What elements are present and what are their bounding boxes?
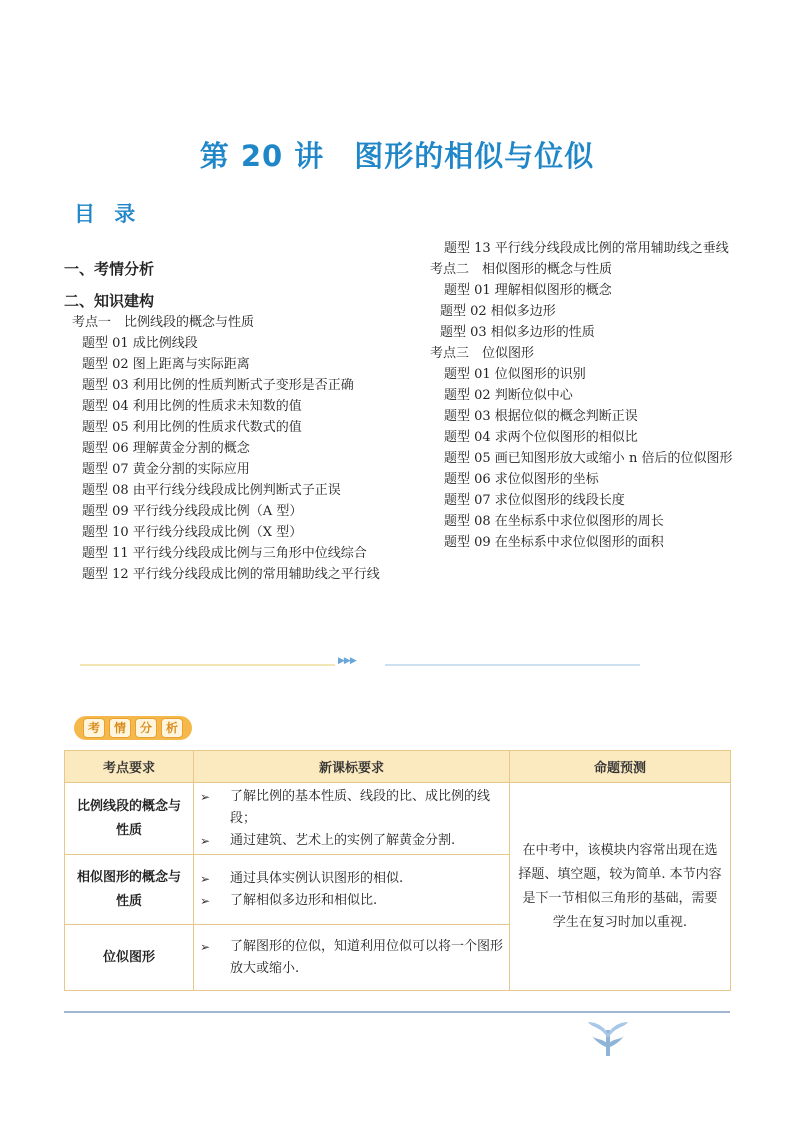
req-text: 通过建筑、艺术上的实例了解黄金分割.: [230, 832, 456, 848]
toc-item[interactable]: 题型 07 求位似图形的线段长度: [444, 493, 625, 508]
requirements-table: [64, 750, 731, 991]
table-cell-topic: 相似图形的概念与性质: [65, 855, 194, 925]
section-divider-right: [385, 664, 640, 676]
sprout-icon: [586, 1018, 630, 1058]
table-header: 命题预测: [510, 751, 731, 783]
toc-kaodian-3[interactable]: 考点三 位似图形: [430, 346, 535, 361]
req-text: 了解相似多边形和相似比.: [230, 892, 378, 908]
toc-section-analysis[interactable]: 一、考情分析: [64, 260, 155, 278]
bullet-arrow-icon: ➢: [200, 893, 211, 908]
toc-item[interactable]: 题型 05 利用比例的性质求代数式的值: [82, 420, 302, 435]
toc-item[interactable]: 题型 02 相似多边形: [440, 304, 556, 319]
table-header: 新课标要求: [194, 751, 510, 783]
table-header-row: [65, 751, 731, 783]
toc-item[interactable]: 题型 08 由平行线分线段成比例判断式子正误: [82, 483, 341, 498]
toc-item[interactable]: 题型 02 判断位似中心: [444, 388, 573, 403]
bullet-arrow-icon: ➢: [200, 939, 211, 954]
toc-item[interactable]: 题型 07 黄金分割的实际应用: [82, 462, 250, 477]
toc-item[interactable]: 题型 05 画已知图形放大或缩小 n 倍后的位似图形: [444, 451, 733, 466]
bullet-arrow-icon: ➢: [200, 789, 211, 804]
toc-right-column: [428, 238, 748, 553]
table-header: 考点要求: [65, 751, 194, 783]
toc-item[interactable]: 题型 10 平行线分线段成比例（X 型）: [82, 525, 303, 540]
badge-char: 分: [135, 718, 157, 738]
toc-left-column: [64, 258, 394, 585]
section-badge-analysis: [74, 716, 192, 740]
toc-item[interactable]: 题型 01 理解相似图形的概念: [444, 283, 612, 298]
table-cell-topic: 比例线段的概念与性质: [65, 783, 194, 855]
page-title: 第 20 讲 图形的相似与位似: [199, 139, 595, 173]
toc-item[interactable]: 题型 06 求位似图形的坐标: [444, 472, 599, 487]
toc-item[interactable]: 题型 03 利用比例的性质判断式子变形是否正确: [82, 378, 354, 393]
req-text: 了解图形的位似，知道利用位似可以将一个图形放大或缩小.: [230, 938, 504, 976]
toc-item[interactable]: 题型 01 位似图形的识别: [444, 367, 586, 382]
toc-kaodian-2[interactable]: 考点二 相似图形的概念与性质: [430, 262, 613, 277]
toc-item[interactable]: 题型 03 相似多边形的性质: [440, 325, 595, 340]
toc-item[interactable]: 题型 08 在坐标系中求位似图形的周长: [444, 514, 664, 529]
toc-kaodian-1[interactable]: 考点一 比例线段的概念与性质: [72, 315, 255, 330]
badge-char: 析: [161, 718, 183, 738]
table-cell-reqs: [194, 855, 510, 925]
table-cell-topic: 位似图形: [65, 925, 194, 991]
toc-heading: 目 录: [74, 202, 142, 226]
toc-item[interactable]: 题型 02 图上距离与实际距离: [82, 357, 250, 372]
toc-item[interactable]: 题型 04 利用比例的性质求未知数的值: [82, 399, 302, 414]
toc-item[interactable]: 题型 13 平行线分线段成比例的常用辅助线之垂线: [444, 241, 729, 256]
toc-item[interactable]: 题型 09 在坐标系中求位似图形的面积: [444, 535, 664, 550]
toc-item[interactable]: 题型 11 平行线分线段成比例与三角形中位线综合: [82, 546, 367, 561]
toc-item[interactable]: 题型 06 理解黄金分割的概念: [82, 441, 250, 456]
toc-item[interactable]: 题型 04 求两个位似图形的相似比: [444, 430, 638, 445]
toc-item[interactable]: 题型 12 平行线分线段成比例的常用辅助线之平行线: [82, 567, 380, 582]
table-cell-reqs: [194, 925, 510, 991]
bullet-arrow-icon: ➢: [200, 833, 211, 848]
toc-item[interactable]: 题型 09 平行线分线段成比例（A 型）: [82, 504, 303, 519]
table-row: [65, 783, 731, 855]
req-text: 通过具体实例认识图形的相似.: [230, 870, 404, 886]
badge-char: 情: [109, 718, 131, 738]
toc-item[interactable]: 题型 01 成比例线段: [82, 336, 198, 351]
toc-item[interactable]: 题型 03 根据位似的概念判断正误: [444, 409, 638, 424]
section-divider-left: [80, 664, 335, 676]
req-text: 了解比例的基本性质、线段的比、成比例的线段；: [230, 788, 491, 826]
table-cell-prediction: 在中考中，该模块内容常出现在选择题、填空题，较为简单. 本节内容是下一节相似三角形的基础，需要学生在复习时加以重视.: [510, 783, 731, 991]
bullet-arrow-icon: ➢: [200, 871, 211, 886]
badge-char: 考: [83, 718, 105, 738]
footer-line: [64, 1011, 730, 1013]
divider-arrows-icon: ▶▶▶: [338, 656, 356, 666]
table-cell-reqs: [194, 783, 510, 855]
toc-section-knowledge[interactable]: 二、知识建构: [64, 292, 155, 310]
